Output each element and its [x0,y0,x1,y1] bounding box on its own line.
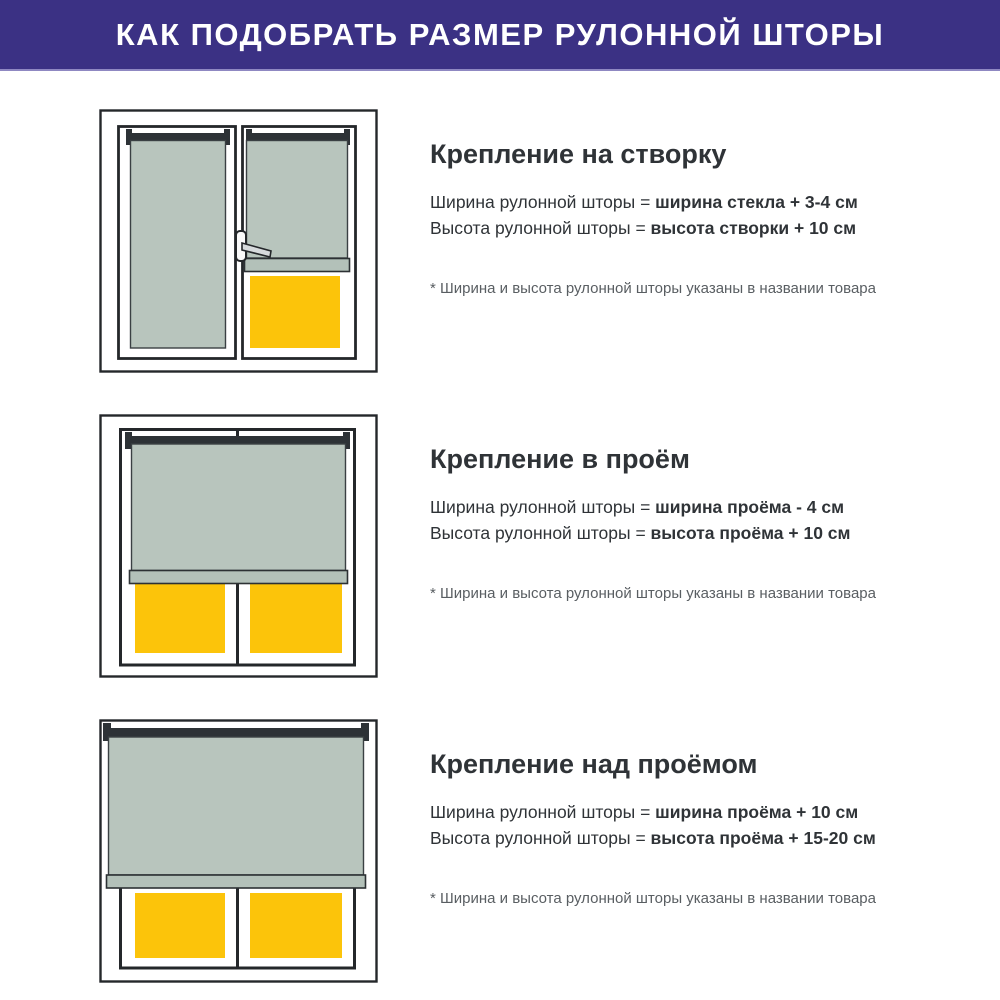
width-formula: Ширина рулонной шторы = ширина проёма - 4 см [430,497,845,517]
section-sash-mount [0,105,1000,400]
left-roller-bar [126,133,230,140]
section-title: Крепление в проём [430,444,690,474]
left-glass-sunlight [135,893,225,958]
width-formula: Ширина рулонной шторы = ширина стекла + 3-4 см [430,192,858,212]
height-formula: Высота рулонной шторы = высота створки + 10 см [430,218,857,238]
blind-fabric [132,444,346,571]
right-roller-bar [246,133,350,140]
section-title: Крепление на створку [430,139,727,169]
window-inside-opening-illustration [95,410,385,690]
roller-bar [106,728,366,737]
window-above-opening-illustration [95,715,385,995]
right-glass-sunlight [250,893,342,958]
right-blind-bottom-bar [245,259,350,272]
roller-bar [128,436,347,444]
section-text [430,105,985,385]
left-blind-fabric [131,141,226,349]
blind-bottom-bar [130,571,348,584]
blind-bottom-bar [107,875,366,888]
height-formula: Высота рулонной шторы = высота проёма + 15-20 см [430,828,876,848]
section-text [430,715,985,995]
section-text [430,410,985,690]
right-glass-sunlight [250,276,340,348]
section-above-opening-mount [0,715,1000,1000]
section-inside-opening-mount [0,410,1000,705]
width-formula: Ширина рулонной шторы = ширина проёма + 10 см [430,802,859,822]
blind-fabric [109,737,364,875]
height-formula: Высота рулонной шторы = высота проёма + 10 см [430,523,851,543]
left-glass-sunlight [135,583,225,653]
window-sash-mount-illustration [95,105,385,385]
footnote: * Ширина и высота рулонной шторы указаны в названии товара [430,890,876,907]
footnote: * Ширина и высота рулонной шторы указаны в названии товара [430,585,876,602]
section-title: Крепление над проёмом [430,749,758,779]
page-title: КАК ПОДОБРАТЬ РАЗМЕР РУЛОННОЙ ШТОРЫ [115,16,885,52]
footnote: * Ширина и высота рулонной шторы указаны в названии товара [430,280,876,297]
right-blind-fabric [247,141,348,259]
right-glass-sunlight [250,583,342,653]
header-banner [0,0,1000,71]
